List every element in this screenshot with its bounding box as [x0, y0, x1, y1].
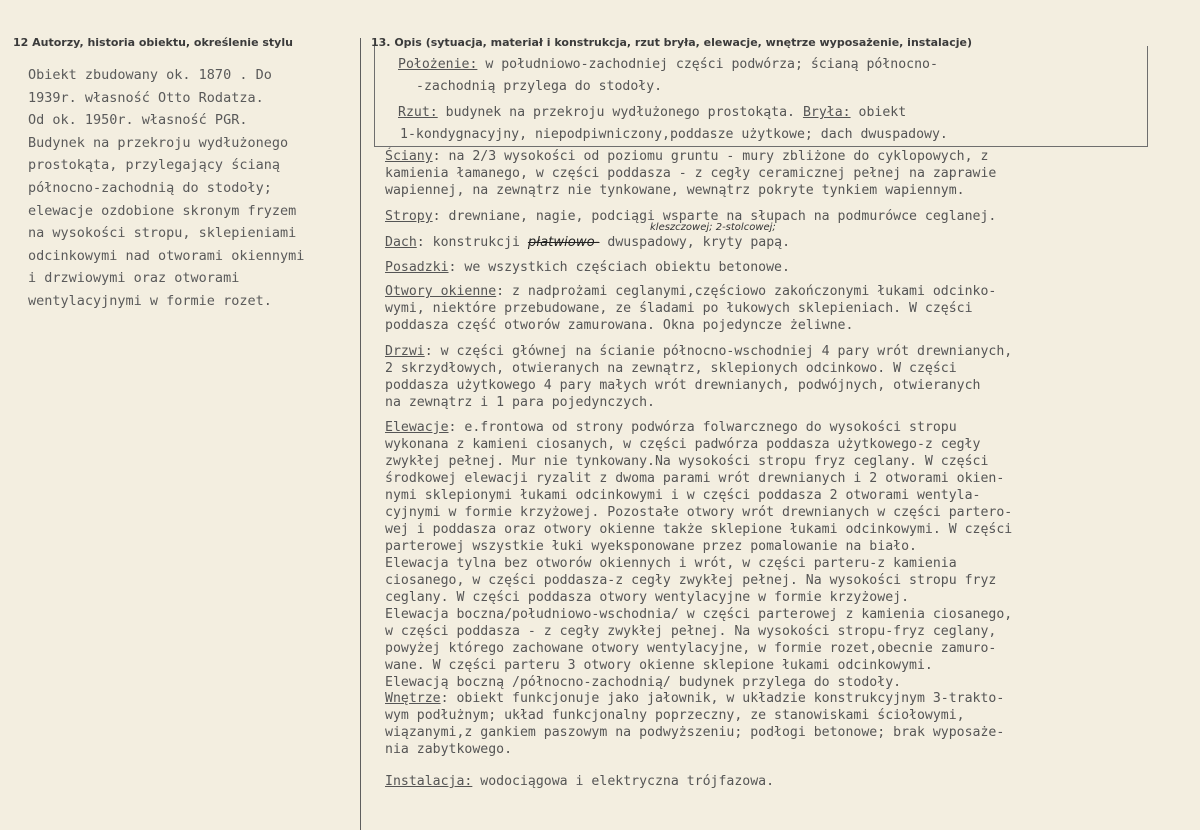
section-text: środkowej elewacji ryzalit z dwoma parami wrót drewnianych i 2 otworami okien- — [385, 471, 1005, 486]
section-text: powyżej którego zachowane otwory wentylacyjne, w formie rozet,obecnie zamuro- — [385, 641, 997, 656]
history-line: Budynek na przekroju wydłużonego — [28, 134, 289, 151]
section-text: wapiennej, na zewnątrz nie tynkowane, wewnątrz pokryte tynkiem wapiennym. — [385, 183, 965, 198]
section-drzwi — [385, 343, 1012, 411]
section-label: Instalacja: — [385, 774, 473, 789]
history-line: i drzwiowymi oraz otworami — [28, 270, 240, 287]
section-label: Stropy — [385, 209, 433, 224]
section-text: parterowej wszystkie łuki wyeksponowane przez pomalowanie na biało. — [385, 539, 917, 554]
section-sciany — [385, 148, 996, 199]
section-label: Otwory okienne — [385, 284, 497, 299]
section-text: budynek na przekroju wydłużonego prostokąta. — [437, 105, 803, 120]
section-text: wym podłużnym; układ funkcjonalny poprzeczny, ze stanowiskami ściołowymi, — [385, 708, 965, 723]
section-text: obiekt — [850, 105, 907, 120]
section-text: : drewniane, nagie, podciągi wsparte na słupach na podmurówce ceglanej. — [432, 209, 997, 224]
section-text: nia zabytkowego. — [385, 742, 513, 757]
header-description: 13. Opis (sytuacja, materiał i konstrukcja, rzut bryła, elewacje, wnętrze wyposażenie, instalacje) — [371, 36, 972, 49]
section-text: poddasza część otworów zamurowana. Okna pojedyncze żeliwne. — [385, 318, 854, 333]
section-text: wiązanymi,z gankiem paszowym na podwyższeniu; podłogi betonowe; brak wyposaże- — [385, 725, 1005, 740]
section-text: 2 skrzydłowych, otwieranych na zewnątrz, sklepionych odcinkowo. W części — [385, 361, 957, 376]
section-text: poddasza użytkowego 4 pary małych wrót drewnianych, podwójnych, otwieranych — [385, 378, 981, 393]
section-text: cyjnymi w formie krzyżowej. Pozostałe otwory wrót drewnianych w części partero- — [385, 505, 1013, 520]
section-text: zwykłej pełnej. Mur nie tynkowany.Na wysokości stropu fryz ceglany. W części — [385, 454, 989, 469]
history-line: prostokąta, przylegający ścianą — [28, 157, 280, 174]
section-otwory — [385, 283, 996, 334]
history-line: północno-zachodnią do stodoły; — [28, 179, 272, 196]
section-text: Elewacją boczną /północno-zachodnią/ budynek przylega do stodoły. — [385, 675, 902, 690]
section-text: wane. W części parteru 3 otwory okienne sklepione łukami odcinkowymi. — [385, 658, 933, 673]
section-text: : we wszystkich częściach obiektu betonowe. — [448, 260, 790, 275]
history-line: elewacje ozdobione skronym fryzem — [28, 202, 297, 219]
section-label: Dach — [385, 235, 417, 250]
history-line: 1939r. własność Otto Rodatza. — [28, 89, 264, 106]
section-text: w części poddasza - z cegły zwykłej pełnej. Na wysokości stropu-fryz ceglany, — [385, 624, 997, 639]
section-label: Położenie: — [398, 57, 478, 72]
section-dach — [385, 234, 790, 251]
history-line: Obiekt zbudowany ok. 1870 . Do — [28, 67, 272, 83]
section-text: kamienia łamanego, w części poddasza - z cegły ceramicznej pełnej na zaprawie — [385, 166, 997, 181]
section-text: dwuspadowy, kryty papą. — [599, 235, 791, 250]
history-line: odcinkowymi nad otworami okiennymi — [28, 247, 305, 264]
history-text — [28, 64, 358, 313]
section-label: Rzut: — [398, 105, 438, 120]
section-polozenie — [398, 54, 938, 98]
section-text: 1-kondygnacyjny, niepodpiwniczony,poddasze użytkowe; dach dwuspadowy. — [400, 127, 948, 142]
history-line: na wysokości stropu, sklepieniami — [28, 225, 297, 242]
section-text: : obiekt funkcjonuje jako jałownik, w układzie konstrukcyjnym 3-trakto- — [440, 691, 1005, 706]
section-text: -zachodnią przylega do stodoły. — [416, 79, 663, 94]
section-text: wymi, niektóre przebudowane, ze śladami po łukowych sklepieniach. W części — [385, 301, 973, 316]
section-label: Posadzki — [385, 260, 449, 275]
section-text: na zewnątrz i 1 para pojedynczych. — [385, 395, 655, 410]
header-authors-history: 12 Autorzy, historia obiektu, określenie stylu — [13, 36, 293, 49]
section-label: Drzwi — [385, 344, 425, 359]
section-text: wykonana z kamieni ciosanych, w części padwórza poddasza użytkowego-z cegły — [385, 437, 981, 452]
section-label: Ściany — [385, 149, 433, 164]
section-posadzki — [385, 259, 790, 276]
section-wnetrze — [385, 690, 1004, 758]
section-label: Wnętrze — [385, 691, 441, 706]
section-text: : na 2/3 wysokości od poziomu gruntu - mury zbliżone do cyklopowych, z — [432, 149, 989, 164]
section-text: ciosanego, w części poddasza-z cegły zwykłej pełnej. Na wysokości stropu fryz — [385, 573, 997, 588]
section-text: : konstrukcji — [416, 235, 528, 250]
section-text: w południowo-zachodniej części podwórza; ścianą północno- — [477, 57, 938, 72]
section-instalacja — [385, 773, 774, 790]
section-text: nymi sklepionymi łukami odcinkowymi i w części poddasza 2 otworami wentyla- — [385, 488, 981, 503]
section-text: : w części głównej na ścianie północno-wschodniej 4 pary wrót drewnianych, — [424, 344, 1013, 359]
section-label: Bryła: — [802, 105, 851, 120]
section-text: Elewacja boczna/południowo-wschodnia/ w części parterowej z kamienia ciosanego, — [385, 607, 1013, 622]
section-label: Elewacje — [385, 420, 449, 435]
struck-word: płatwiowo- — [527, 235, 600, 250]
section-rzut-bryla — [398, 102, 948, 146]
column-divider — [360, 38, 361, 830]
history-line: wentylacyjnymi w formie rozet. — [28, 292, 272, 309]
section-text: Elewacja tylna bez otworów okiennych i wrót, w części parteru-z kamienia — [385, 556, 957, 571]
section-text: ceglany. W części poddasza otwory wentylacyjne w formie krzyżowej. — [385, 590, 910, 605]
section-text: wej i poddasza oraz otwory okienne także sklepione łukami odcinkowymi. W części — [385, 522, 1013, 537]
history-line: Od ok. 1950r. własność PGR. — [28, 112, 248, 129]
section-elewacje — [385, 419, 1012, 691]
section-text: wodociągowa i elektryczna trójfazowa. — [472, 774, 775, 789]
handwritten-insert: kleszczowej; 2-stolcowej; — [650, 222, 776, 233]
section-text: : e.frontowa od strony podwórza folwarcznego do wysokości stropu — [448, 420, 957, 435]
section-text: : z nadprożami ceglanymi,częściowo zakończonymi łukami odcinko- — [496, 284, 997, 299]
